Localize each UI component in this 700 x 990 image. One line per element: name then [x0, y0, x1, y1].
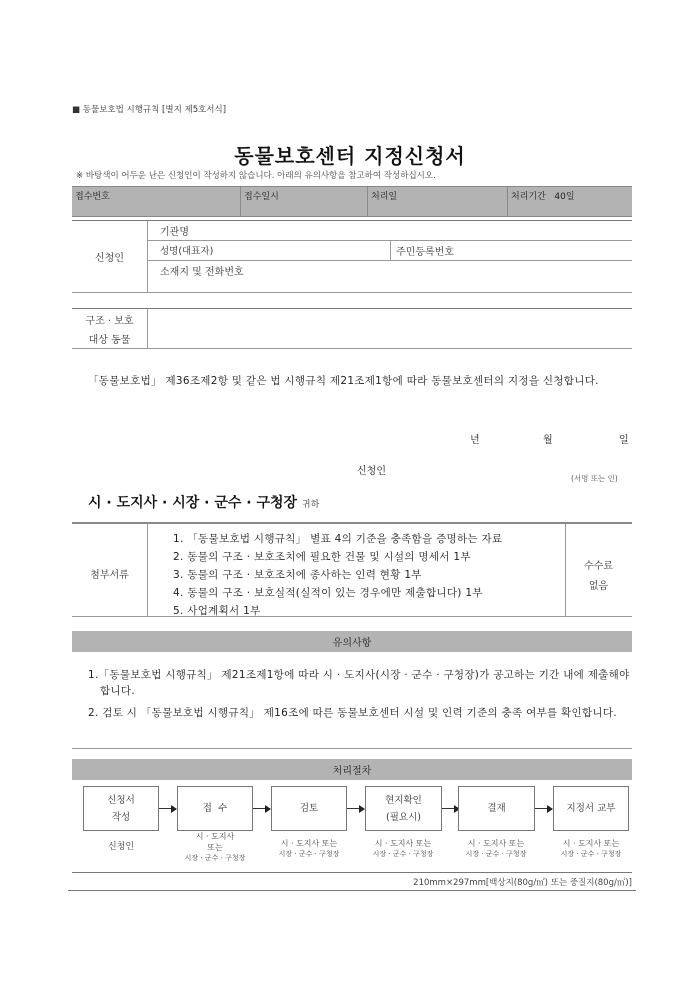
processing-date-field	[367, 187, 507, 216]
divider	[72, 872, 632, 873]
note-text: 2. 검토 시 「동물보호법 시행규칙」 제16조에 따른 동물보호센터 시설 및 인력 기준의 충족 여부를 확인합니다.	[88, 707, 617, 719]
step-apply	[83, 786, 159, 831]
step-site-check	[365, 786, 442, 831]
attachment-item: 5. 사업계획서 1부	[173, 605, 261, 617]
divider	[72, 220, 632, 221]
divider	[72, 522, 632, 524]
attachment-item: 3. 동물의 구조 · 보호조치에 종사하는 인력 현황 1부	[173, 569, 422, 581]
attachment-item: 1. 「동물보호법 시행규칙」 별표 4의 기준을 충족함을 증명하는 자료	[173, 533, 503, 545]
divider	[72, 308, 632, 309]
divider	[72, 292, 632, 293]
fee-value: 없음	[588, 581, 609, 592]
office-use-section	[72, 186, 632, 217]
address-phone-field[interactable]: 소재지 및 전화번호	[160, 267, 244, 278]
divider	[72, 748, 632, 749]
step-actor: 신청인	[107, 842, 135, 852]
fee-label: 수수료	[584, 561, 613, 572]
processing-date-label: 처리일	[371, 192, 398, 202]
divider	[72, 616, 632, 617]
animals-field[interactable]	[152, 312, 627, 344]
receipt-date-label: 접수일시	[244, 192, 279, 202]
receipt-number-label: 접수번호	[75, 192, 110, 202]
processing-period-field	[507, 187, 632, 216]
step-label: 작성	[111, 811, 131, 823]
attachments-label: 첨부서류	[90, 570, 129, 581]
arrow-right-icon	[535, 805, 553, 813]
step-actor	[450, 838, 542, 860]
step-approval	[458, 786, 535, 831]
step-actor	[545, 838, 637, 860]
step-actor-line: 시 · 도지사	[195, 832, 235, 841]
arrow-right-icon	[159, 805, 177, 813]
animals-label-line1: 구조 · 보호	[85, 316, 134, 327]
note-text: 1.「동물보호법 시행규칙」 제21조제1항에 따라 시 · 도지사(시장 · 군수 · 구청장)가 공고하는 기간 내에 제출해야 합니다.	[88, 669, 630, 697]
org-name-field[interactable]: 기관명	[160, 227, 189, 238]
processing-period-label: 처리기간	[511, 192, 546, 202]
note-item	[88, 705, 633, 721]
addressee-suffix: 귀하	[301, 500, 320, 510]
step-actor-line: 시 · 도지사 또는	[562, 839, 620, 848]
receipt-number-field	[72, 187, 240, 216]
procedure-title: 처리절차	[332, 766, 372, 777]
step-issue	[553, 786, 629, 831]
representative-name-field[interactable]: 성명(대표자)	[160, 246, 214, 257]
step-actor-line: 시 · 도지사 또는	[374, 839, 432, 848]
divider	[147, 308, 148, 348]
divider	[147, 220, 148, 292]
arrow-right-icon	[347, 805, 365, 813]
step-label: 지정서 교부	[566, 803, 616, 814]
step-actor-line: 시장 · 군수 · 구청장	[465, 850, 527, 858]
receipt-date-field	[240, 187, 367, 216]
step-label: 현지확인	[385, 794, 422, 806]
declaration-text: 「동물보호법」 제36조제2항 및 같은 법 시행규칙 제21조제1항에 따라 동물보호센터의 지정을 신청합니다.	[88, 375, 599, 387]
arrow-right-icon	[253, 805, 271, 813]
animals-label-line2: 대상 동물	[88, 335, 131, 346]
addressee	[88, 492, 319, 512]
addressee-name: 시 · 도지사 · 시장 · 군수 · 구청장	[88, 495, 298, 511]
step-actor-line: 시장 · 군수 · 구청장	[372, 850, 434, 858]
step-actor-line: 시 · 도지사 또는	[280, 839, 338, 848]
applicant-signature-label: 신청인	[357, 466, 386, 477]
form-reference: ■ 동물보호법 시행규칙 [별지 제5호서식]	[72, 105, 227, 115]
step-review	[271, 786, 347, 831]
step-label: 접 수	[202, 803, 228, 814]
step-actor-line: 시 · 도지사 또는	[467, 839, 525, 848]
paper-size-note: 210mm×297mm[백상지(80g/㎡) 또는 중질지(80g/㎡)]	[413, 878, 632, 888]
divider	[390, 240, 391, 260]
attachment-item: 4. 동물의 구조 · 보호실적(실적이 있는 경우에만 제출합니다) 1부	[173, 587, 483, 599]
step-label: 결재	[487, 803, 506, 814]
step-actor-line: 시장 · 군수 · 구청장	[278, 850, 340, 858]
note-item	[88, 667, 633, 699]
step-actor	[263, 838, 355, 860]
year-label: 년	[470, 435, 480, 446]
notes-title: 유의사항	[332, 638, 372, 649]
divider	[68, 890, 636, 891]
step-actor-line: 시장 · 군수 · 구청장	[560, 850, 622, 858]
step-label: (필요시)	[386, 811, 421, 823]
page-title: 동물보호센터 지정신청서	[234, 144, 466, 168]
processing-period-value: 40일	[554, 192, 575, 202]
step-label: 검토	[299, 803, 319, 814]
step-actor-line: 시장 · 군수 · 구청장	[184, 854, 246, 862]
step-receipt	[177, 786, 253, 831]
step-label: 신청서	[107, 794, 135, 806]
step-actor	[357, 838, 449, 860]
signature-hint: (서명 또는 인)	[571, 474, 618, 483]
day-label: 일	[619, 435, 629, 446]
step-actor-line: 또는	[207, 843, 223, 852]
step-actor	[169, 831, 261, 864]
applicant-section-label: 신청인	[95, 253, 124, 264]
divider	[147, 260, 632, 261]
resident-number-field[interactable]: 주민등록번호	[396, 247, 454, 258]
divider	[72, 348, 632, 349]
attachment-item: 2. 동물의 구조 · 보호조치에 필요한 건물 및 시설의 명세서 1부	[173, 551, 471, 563]
divider	[147, 524, 148, 616]
month-label: 월	[543, 435, 553, 446]
fill-notice: ※ 바탕색이 어두운 난은 신청인이 작성하지 않습니다. 아래의 유의사항을 참고하여 작성하십시오.	[76, 171, 436, 181]
